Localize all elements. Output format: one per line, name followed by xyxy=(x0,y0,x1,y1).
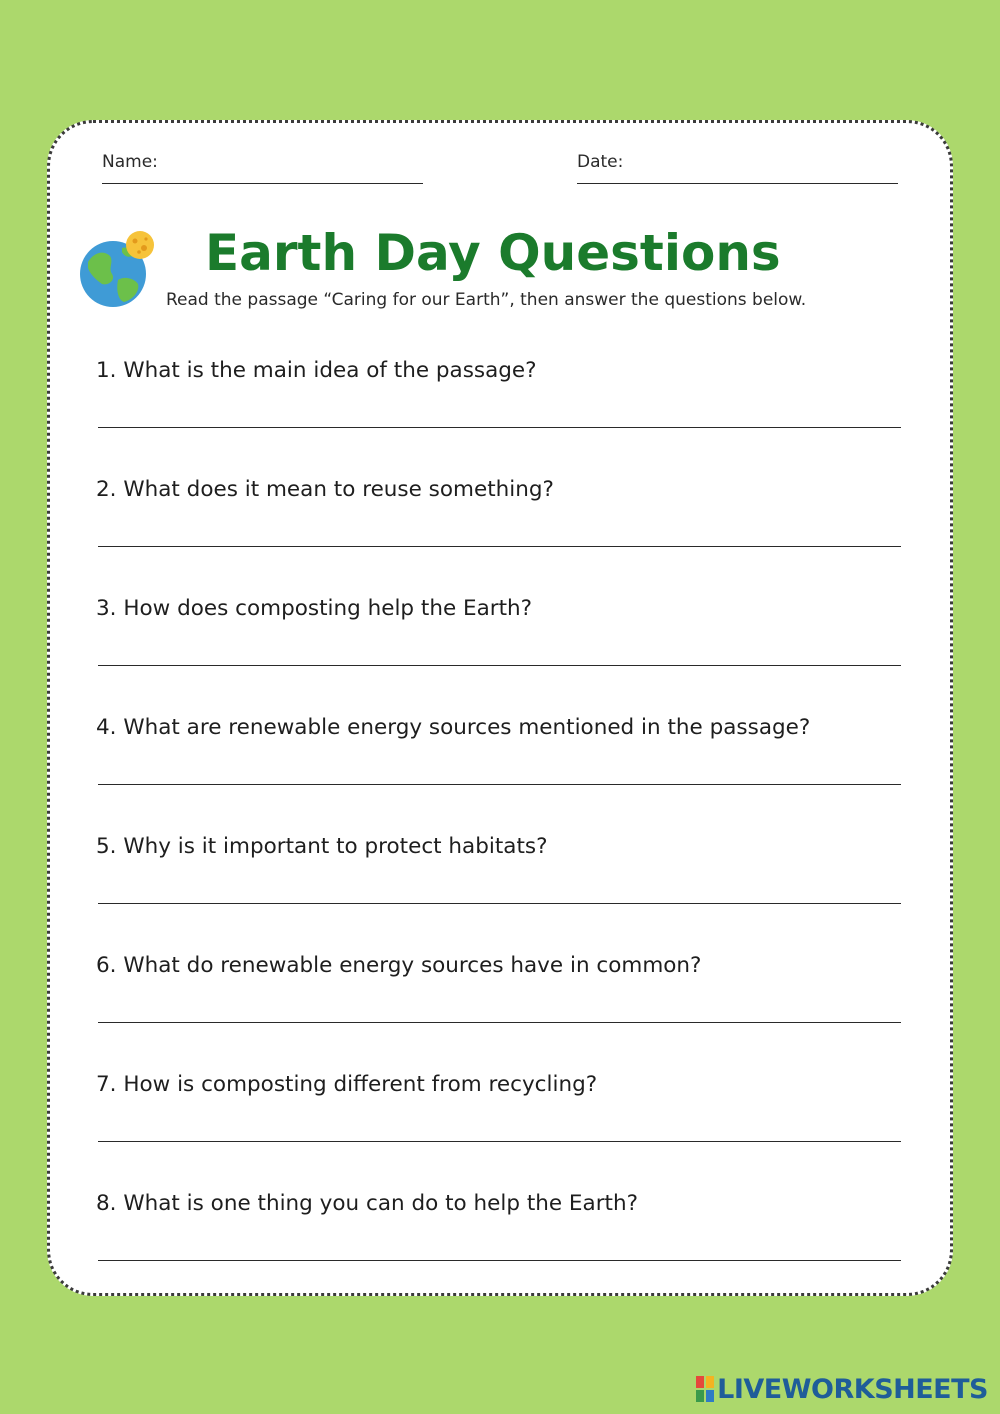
liveworksheets-branding[interactable] xyxy=(696,1372,988,1406)
question-3: 3. How does composting help the Earth? xyxy=(96,596,533,621)
liveworksheets-wordmark: LIVEWORKSHEETS xyxy=(717,1373,988,1405)
answer-line-3[interactable] xyxy=(98,665,901,666)
date-field[interactable] xyxy=(577,150,898,184)
worksheet-title: Earth Day Questions xyxy=(205,224,781,282)
instructions-text: Read the passage “Caring for our Earth”, then answer the questions below. xyxy=(166,290,807,310)
question-2: 2. What does it mean to reuse something? xyxy=(96,477,554,502)
answer-line-1[interactable] xyxy=(98,427,901,428)
name-label: Name: xyxy=(102,152,158,172)
liveworksheets-logo-icon xyxy=(696,1376,714,1402)
question-6: 6. What do renewable energy sources have in common? xyxy=(96,953,702,978)
question-8: 8. What is one thing you can do to help the Earth? xyxy=(96,1191,639,1216)
answer-line-4[interactable] xyxy=(98,784,901,785)
answer-line-7[interactable] xyxy=(98,1141,901,1142)
answer-line-2[interactable] xyxy=(98,546,901,547)
question-7: 7. How is composting different from recycling? xyxy=(96,1072,598,1097)
question-4: 4. What are renewable energy sources mentioned in the passage? xyxy=(96,715,811,740)
question-1: 1. What is the main idea of the passage? xyxy=(96,358,537,383)
earth-globe-icon xyxy=(78,228,162,312)
date-label: Date: xyxy=(577,152,624,172)
answer-line-8[interactable] xyxy=(98,1260,901,1261)
question-5: 5. Why is it important to protect habitats? xyxy=(96,834,548,859)
answer-line-5[interactable] xyxy=(98,903,901,904)
name-field[interactable] xyxy=(102,150,423,184)
answer-line-6[interactable] xyxy=(98,1022,901,1023)
